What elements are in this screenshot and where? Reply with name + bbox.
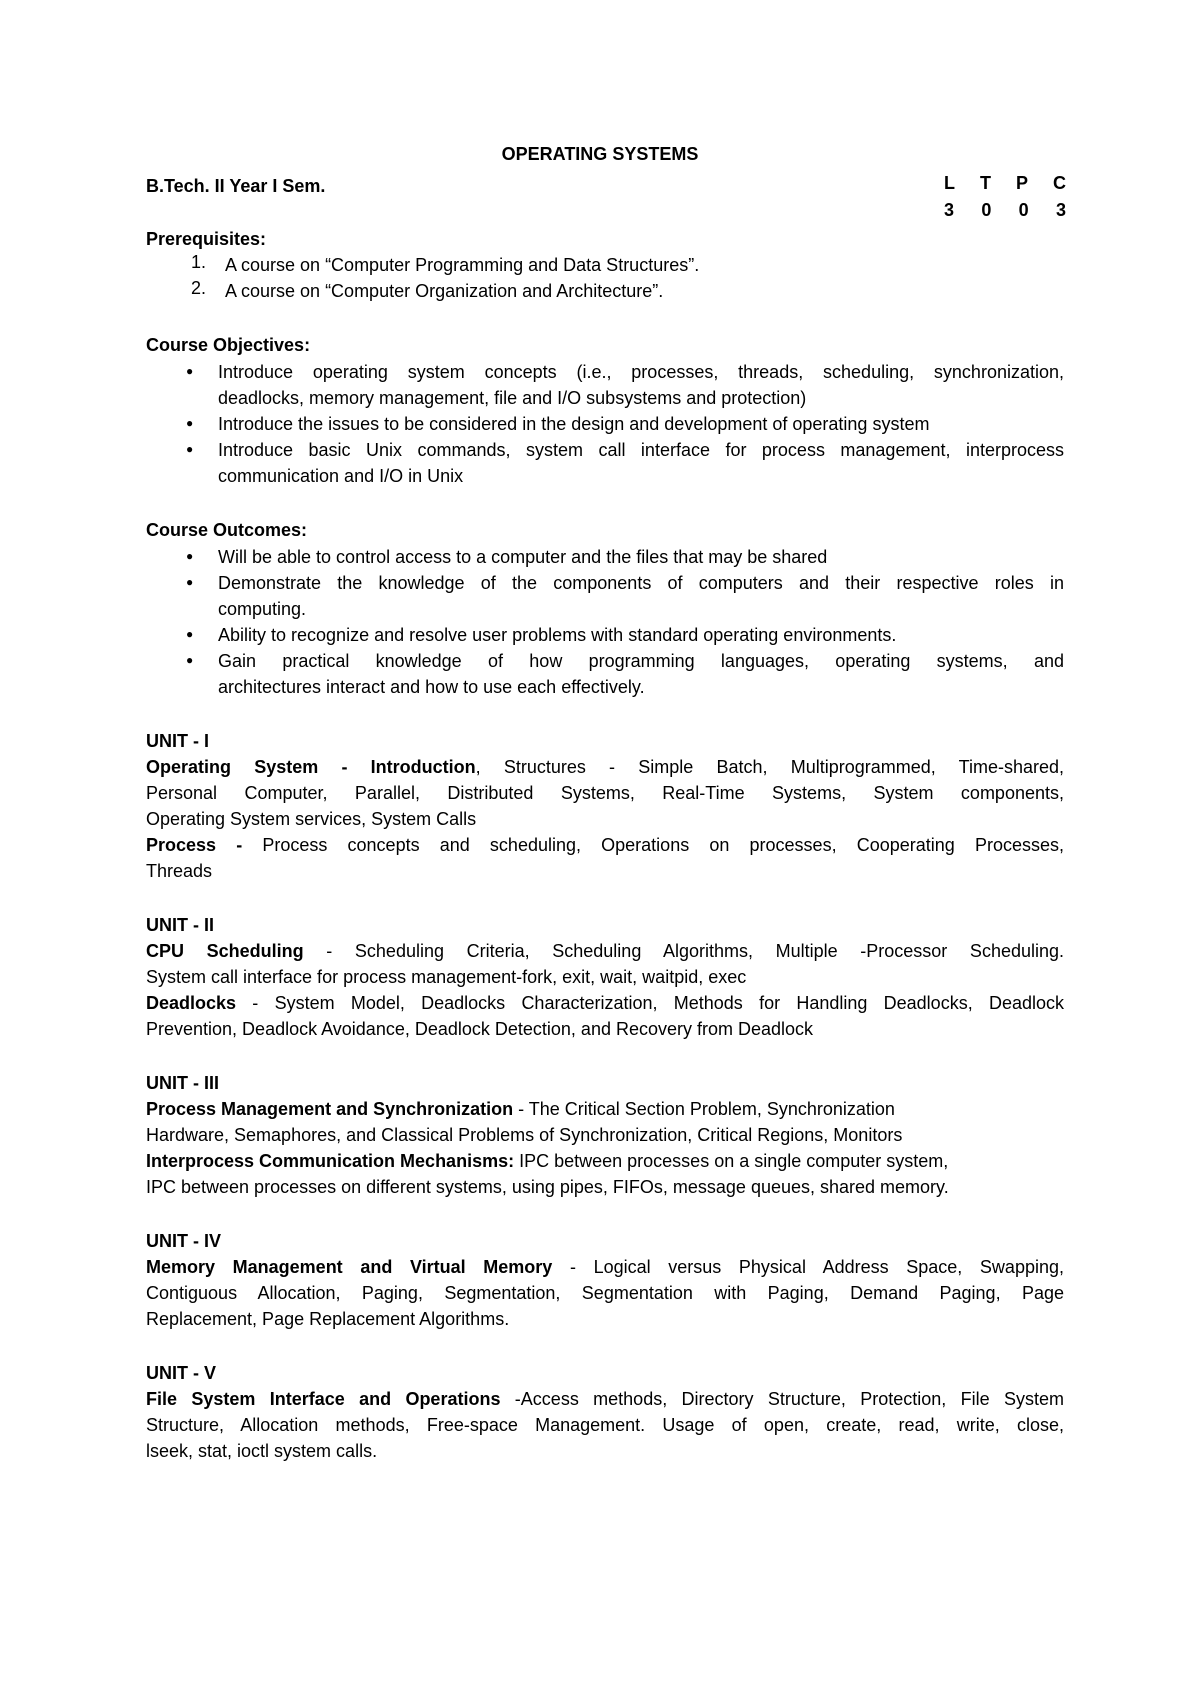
prerequisite-number: 2.: [191, 278, 207, 298]
unit-text: Contiguous Allocation, Paging, Segmentation, Segmentation with Paging, Demand Paging, Page: [146, 1283, 1064, 1303]
unit-text: Prevention, Deadlock Avoidance, Deadlock Detection, and Recovery from Deadlock: [146, 1019, 814, 1039]
unit-heading: UNIT - II: [146, 915, 214, 935]
course-semester: B.Tech. II Year I Sem.: [146, 176, 326, 196]
topic-title: File System Interface and Operations: [146, 1389, 501, 1409]
unit-heading: UNIT - I: [146, 731, 209, 751]
objective-item: Introduce operating system concepts (i.e., processes, threads, scheduling, synchronization,: [218, 362, 1064, 382]
bullet-icon: ●: [186, 442, 194, 456]
ltpc-value-l: 3: [944, 200, 955, 220]
objective-item-cont: communication and I/O in Unix: [218, 466, 464, 486]
topic-text: -Access methods, Directory Structure, Protection, File System: [500, 1389, 1065, 1409]
topic-text: - Scheduling Criteria, Scheduling Algorithms, Multiple -Processor Scheduling.: [303, 941, 1065, 961]
unit-text: Threads: [146, 861, 213, 881]
unit-text: IPC between processes on different systems, using pipes, FIFOs, message queues, shared memory.: [146, 1177, 949, 1197]
unit-heading: UNIT - III: [146, 1073, 219, 1093]
bullet-icon: ●: [186, 364, 194, 378]
ltpc-value-t: 0: [981, 200, 992, 220]
outcome-item: Gain practical knowledge of how programming languages, operating systems, and: [218, 651, 1064, 671]
ltpc-values: [944, 200, 1066, 221]
topic-title: Deadlocks: [146, 993, 237, 1013]
ltpc-value-c: 3: [1055, 200, 1066, 220]
outcome-item: Will be able to control access to a computer and the files that may be shared: [218, 547, 828, 567]
topic-text: - System Model, Deadlocks Characterization, Methods for Handling Deadlocks, Deadlock: [236, 993, 1064, 1013]
unit-text: [146, 832, 1064, 858]
unit-text: lseek, stat, ioctl system calls.: [146, 1441, 378, 1461]
topic-title: Memory Management and Virtual Memory: [146, 1257, 553, 1277]
topic-title: Operating System - Introduction: [146, 757, 476, 777]
bullet-icon: ●: [186, 653, 194, 667]
unit-text: [146, 990, 1064, 1016]
objective-item: Introduce basic Unix commands, system call interface for process management, interprocess: [218, 440, 1064, 460]
topic-title: Process -: [146, 835, 243, 855]
page-title: OPERATING SYSTEMS: [501, 144, 699, 164]
prerequisites-heading: Prerequisites:: [146, 229, 267, 249]
ltpc-labels: [944, 173, 1066, 194]
ltpc-label-c: C: [1052, 173, 1066, 193]
topic-title: CPU Scheduling: [146, 941, 304, 961]
unit-text: System call interface for process management-fork, exit, wait, waitpid, exec: [146, 967, 747, 987]
objectives-heading: Course Objectives:: [146, 335, 311, 355]
bullet-icon: ●: [186, 416, 194, 430]
topic-text: Process concepts and scheduling, Operations on processes, Cooperating Processes,: [242, 835, 1064, 855]
unit-text: Hardware, Semaphores, and Classical Problems of Synchronization, Critical Regions, Monitors: [146, 1125, 903, 1145]
unit-heading: UNIT - V: [146, 1363, 216, 1383]
unit-text: [146, 1254, 1064, 1280]
unit-text: [146, 754, 1064, 780]
outcomes-heading: Course Outcomes:: [146, 520, 308, 540]
topic-text: - Logical versus Physical Address Space, Swapping,: [552, 1257, 1064, 1277]
unit-text: [146, 1148, 1064, 1174]
ltpc-label-p: P: [1015, 173, 1028, 193]
bullet-icon: ●: [186, 549, 194, 563]
unit-text: [146, 1386, 1064, 1412]
outcome-item: Ability to recognize and resolve user problems with standard operating environments.: [218, 625, 897, 645]
unit-text: Replacement, Page Replacement Algorithms.: [146, 1309, 510, 1329]
topic-text: - The Critical Section Problem, Synchronization: [513, 1099, 895, 1119]
topic-title: Process Management and Synchronization: [146, 1099, 514, 1119]
ltpc-value-p: 0: [1018, 200, 1029, 220]
unit-text: Personal Computer, Parallel, Distributed Systems, Real-Time Systems, System components,: [146, 783, 1064, 803]
prerequisite-item: A course on “Computer Programming and Data Structures”.: [225, 255, 700, 275]
unit-text: Operating System services, System Calls: [146, 809, 477, 829]
prerequisite-number: 1.: [191, 252, 207, 272]
unit-text: Structure, Allocation methods, Free-space Management. Usage of open, create, read, write, close,: [146, 1415, 1064, 1435]
ltpc-label-l: L: [944, 173, 955, 193]
bullet-icon: ●: [186, 627, 194, 641]
unit-text: [146, 1096, 1064, 1122]
ltpc-label-t: T: [979, 173, 991, 193]
outcome-item-cont: architectures interact and how to use each effectively.: [218, 677, 645, 697]
topic-text: IPC between processes on a single computer system,: [514, 1151, 949, 1171]
outcome-item-cont: computing.: [218, 599, 307, 619]
unit-heading: UNIT - IV: [146, 1231, 221, 1251]
prerequisite-item: A course on “Computer Organization and Architecture”.: [225, 281, 664, 301]
topic-title: Interprocess Communication Mechanisms:: [146, 1151, 515, 1171]
objective-item-cont: deadlocks, memory management, file and I/O subsystems and protection): [218, 388, 807, 408]
bullet-icon: ●: [186, 575, 194, 589]
outcome-item: Demonstrate the knowledge of the components of computers and their respective roles in: [218, 573, 1064, 593]
unit-text: [146, 938, 1064, 964]
topic-text: , Structures - Simple Batch, Multiprogrammed, Time-shared,: [475, 757, 1064, 777]
objective-item: Introduce the issues to be considered in the design and development of operating system: [218, 414, 930, 434]
